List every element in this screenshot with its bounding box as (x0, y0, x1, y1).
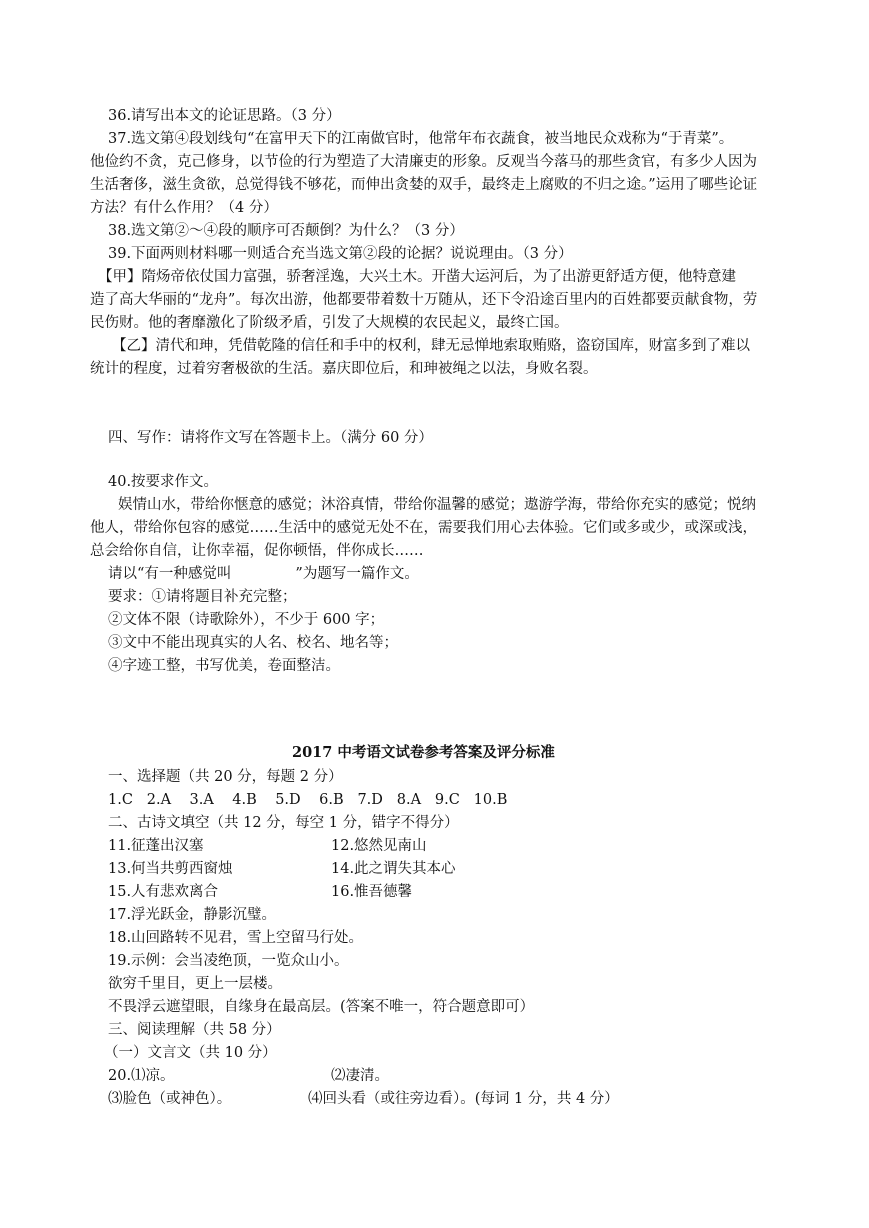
requirement-1: 要求：①请将题目补充完整； (108, 589, 297, 605)
mc-answer: 1.C (108, 792, 133, 808)
multiple-choice-answers (108, 790, 507, 810)
mc-answer: 4.B (232, 792, 257, 808)
essay-material-line-3: 总会给你自信，让你幸福，促你顿悟，伴你成长…… (90, 543, 424, 559)
mc-answer: 6.B (319, 792, 344, 808)
answer-19: 19.示例：会当凌绝顶，一览众山小。 (108, 953, 349, 969)
mc-answer: 10.B (473, 792, 508, 808)
essay-material-line-1: 娱情山水，带给你惬意的感觉；沐浴真情，带给你温馨的感觉；遨游学海，带给你充实的感觉；悦纳 (118, 497, 756, 513)
mc-answer: 3.A (189, 792, 214, 808)
answer-17: 17.浮光跃金，静影沉璧。 (108, 907, 277, 923)
answer-20-3: ⑶脸色（或神色）。 (108, 1091, 232, 1107)
mc-answer: 8.A (396, 792, 422, 808)
answer-20-1: 20.⑴凉。 (108, 1068, 175, 1084)
requirement-4: ④字迹工整，书写优美，卷面整洁。 (108, 658, 340, 674)
question-38: 38.选文第②～④段的顺序可否颠倒？为什么？（3 分） (108, 223, 464, 239)
question-36: 36.请写出本文的论证思路。（3 分） (108, 108, 341, 124)
mc-answer: 2.A (146, 792, 172, 808)
answer-12: 12.悠然见南山 (331, 838, 427, 854)
question-40: 40.按要求作文。 (108, 474, 219, 490)
essay-prompt (108, 564, 419, 584)
writing-heading: 四、写作：请将作文写在答题卡上。（满分 60 分） (108, 430, 433, 446)
answer-13: 13.何当共剪西窗烛 (108, 861, 233, 877)
requirement-2: ②文体不限（诗歌除外），不少于 600 字； (108, 612, 385, 628)
question-37-line-2: 他俭约不贪，克己修身，以节俭的行为塑造了大清廉吏的形象。反观当今落马的那些贪官，有多少人因为 (90, 154, 757, 170)
mc-answer: 5.D (275, 792, 301, 808)
essay-material-line-2: 他人，带给你包容的感觉……生活中的感觉无处不在，需要我们用心去体验。它们或多或少，或深或浅， (90, 520, 757, 536)
essay-prompt-end: ”为题写一篇作文。 (295, 566, 419, 582)
question-37-line-1: 37.选文第④段划线句“在富甲天下的江南做官时，他常年布衣蔬食，被当地民众戏称为“于青菜”。 (108, 131, 734, 147)
section-2-heading: 二、古诗文填空（共 12 分，每空 1 分，错字不得分） (108, 815, 459, 831)
answer-11: 11.征蓬出汉塞 (108, 838, 204, 854)
essay-prompt-start: 请以“有一种感觉叫 (108, 566, 232, 582)
mc-answer: 9.C (434, 792, 460, 808)
question-39: 39.下面两则材料哪一则适合充当选文第②段的论据？说说理由。（3 分） (108, 246, 573, 262)
material-jia-line-1: 【甲】隋炀帝依仗国力富强，骄奢淫逸，大兴土木。开凿大运河后，为了出游更舒适方便，他特意建 (98, 269, 736, 285)
answer-15: 15.人有悲欢离合 (108, 884, 219, 900)
mc-answer: 7.D (357, 792, 383, 808)
question-37-line-3: 生活奢侈，滋生贪欲，总觉得钱不够花，而伸出贪婪的双手，最终走上腐败的不归之途。”运用了哪些论证 (90, 177, 758, 193)
requirement-3: ③文中不能出现真实的人名、校名、地名等； (108, 635, 398, 651)
section-3-heading: 三、阅读理解（共 58 分） (108, 1022, 281, 1038)
answer-20-2: ⑵凄清。 (331, 1068, 389, 1084)
subsection-classical-chinese: （一）文言文（共 10 分） (104, 1045, 277, 1061)
section-1-heading: 一、选择题（共 20 分，每题 2 分） (108, 769, 343, 785)
material-jia-line-3: 民伤财。他的奢靡激化了阶级矛盾，引发了大规模的农民起义，最终亡国。 (90, 315, 569, 331)
answer-19-example-3: 不畏浮云遮望眼，自缘身在最高层。(答案不唯一，符合题意即可） (108, 999, 535, 1015)
material-jia-line-2: 造了高大华丽的“龙舟”。每次出游，他都要带着数十万随从，还下令沿途百里内的百姓都要贡献食物，劳 (90, 292, 758, 308)
answer-20-4: ⑷回头看（或往旁边看）。(每词 1 分，共 4 分） (308, 1091, 619, 1107)
answer-19-example-2: 欲穷千里目，更上一层楼。 (108, 976, 282, 992)
answer-key-title: 2017 中考语文试卷参考答案及评分标准 (292, 744, 555, 761)
answer-16: 16.惟吾德馨 (331, 884, 413, 900)
material-yi-line-1: 【乙】清代和珅，凭借乾隆的信任和手中的权利，肆无忌惮地索取贿赂，盗窃国库，财富多到了难以 (112, 338, 750, 354)
question-37-line-4: 方法？有什么作用？（4 分） (90, 200, 278, 216)
answer-14: 14.此之谓失其本心 (331, 861, 456, 877)
material-yi-line-2: 统计的程度，过着穷奢极欲的生活。嘉庆即位后，和珅被绳之以法，身败名裂。 (90, 361, 598, 377)
answer-18: 18.山回路转不见君，雪上空留马行处。 (108, 930, 364, 946)
